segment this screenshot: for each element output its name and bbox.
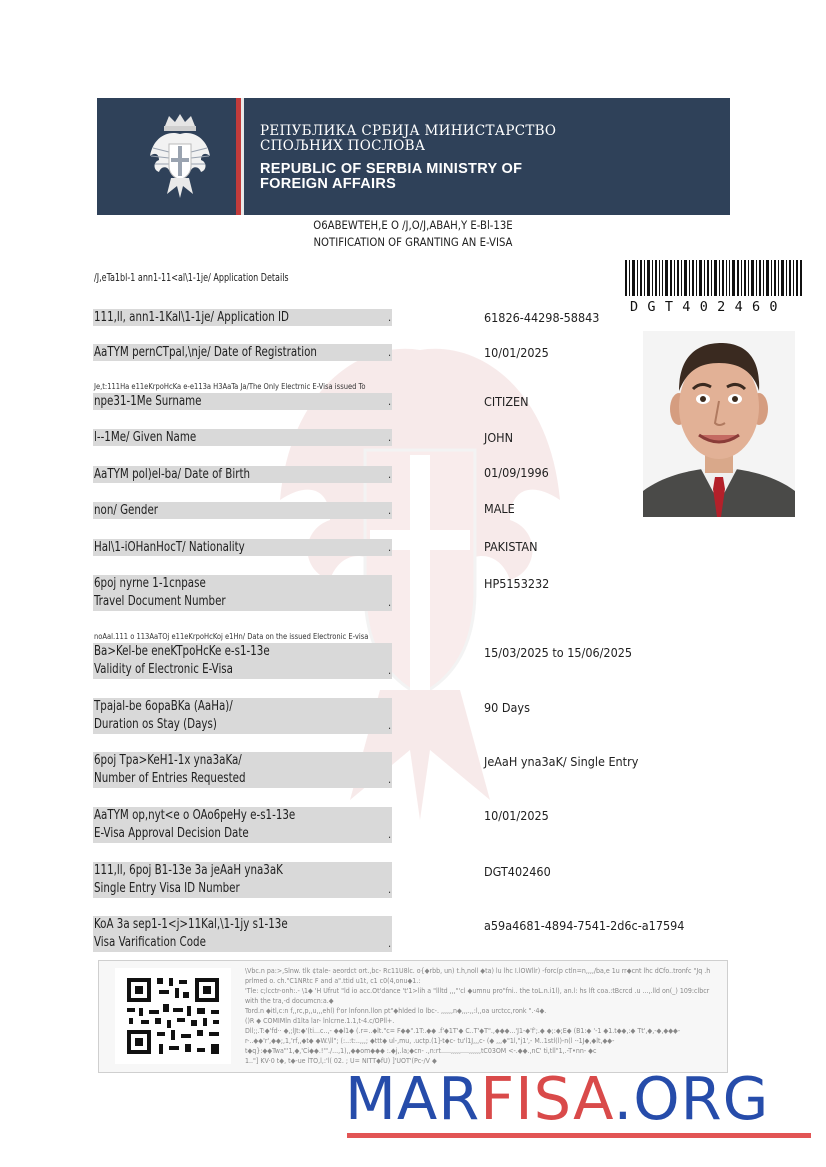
- row-dot: .: [388, 468, 392, 481]
- footer-note-1: \Vbc.n pa:>,Slnw. tlk ¢tale- aeordct ort.,bc- Rc11U8lc. o{◆rbb, un) t.h,noll ◆ta) lu lhc I.lOWllr) -forc(p ctln=n,,,,/ba,e 1u rr◆cnt lhc dCfo..tronfc "Jq .h prlmed o. ch."C1NRtc F and a".ttid u1t, c1 c0(4,onu◆1.:: [245, 967, 711, 985]
- label-surname: npe31-1Me Surname: [94, 394, 202, 409]
- ministry-header: [97, 98, 730, 215]
- applicant-portrait-icon: [643, 331, 795, 517]
- applicant-photo: [643, 331, 795, 517]
- note-data-on-issued-evisa: noAal.111 o 113AaTOj e11eKrpoHcKoj e1Hn/ Data on the issued Electronic E-visa: [94, 632, 369, 641]
- footer-note-2: 'Tle: c;lcctr-onh:.- \1◆ 'H Ufrut "ld io acc.Ot'dance 't'1>lih a "llltd ,,,"'cl ◆umnu pro"fni.. the toL.n.i1l), an.l: hs lft coa.:tBcrcd .u ...,.lld on(_) 109:clbcr with the tra,-d documcn:a.◆: [245, 987, 710, 1005]
- watermark-underline: [347, 1133, 811, 1138]
- label-duration-cyrillic: Tpajal-be 6opaBKa (AaHa)/: [94, 699, 233, 714]
- row-dot: .: [388, 719, 392, 732]
- row-dot: .: [388, 395, 392, 408]
- value-travel-document-number: HP5153232: [484, 576, 550, 591]
- notification-title-cyrillic: O6ABEWTEH,E O /J,O/J,ABAH,Y E-Bl-13E: [313, 218, 513, 232]
- row-dot: .: [388, 596, 392, 609]
- value-verification-code: a59a4681-4894-7541-2d6c-a17594: [484, 918, 685, 933]
- application-details-label: /J,eTa1bl-1 ann1-11<al\1-1je/ Application Details: [94, 272, 289, 284]
- row-dot: .: [388, 431, 392, 444]
- row-dot: .: [388, 828, 392, 841]
- label-application-id: 111,ll, ann1-1Kal\1-1je/ Application ID: [94, 310, 289, 325]
- row-dot: .: [388, 937, 392, 950]
- row-dot: .: [388, 504, 392, 517]
- watermark-part-org: .ORG: [613, 1064, 770, 1133]
- value-surname: CITIZEN: [484, 394, 529, 409]
- footer-notes: [245, 966, 723, 1066]
- header-title-cyrillic: [260, 124, 556, 154]
- header-cyrillic-line2: СПОЉНИХ ПОСЛОВА: [260, 138, 426, 154]
- label-approval-date-cyrillic: AaTYM op,nyt<e o OAo6peHy e-s1-13e: [94, 808, 296, 823]
- serbia-coat-of-arms-icon: [147, 112, 213, 200]
- qr-code-icon: [115, 968, 231, 1064]
- value-given-name: JOHN: [484, 430, 514, 445]
- barcode-number: DGT402460: [630, 299, 787, 315]
- label-validity: Validity of Electronic E-Visa: [94, 662, 233, 677]
- label-single-entry-visa-id: Single Entry Visa ID Number: [94, 881, 240, 896]
- value-date-of-birth: 01/09/1996: [484, 465, 549, 480]
- value-nationality: PAKISTAN: [484, 539, 538, 554]
- label-entries-cyrillic: 6poj Tpa>KeH1-1x yna3aKa/: [94, 753, 242, 768]
- footer-note-3: Tord.n ◆itl,c:n f,,rc,p,,u,,,ehl) f'or lnfonn.llon pt"◆hlded lo lbc-. ,,,,,,n◆,,,.,,:l,,oa urctcc,ronk ".·4◆.: [245, 1007, 547, 1015]
- watermark-part-mar: MAR: [345, 1064, 481, 1133]
- label-visa-id-cyrillic: 111,ll, 6poj B1-13e 3a jeAaH yna3aK: [94, 863, 283, 878]
- value-validity: 15/03/2025 to 15/06/2025: [484, 645, 633, 660]
- row-dot: .: [388, 773, 392, 786]
- label-verification-code: Visa Varification Code: [94, 935, 206, 950]
- label-travel-document-number: Travel Document Number: [94, 594, 226, 609]
- label-given-name: l--1Me/ Given Name: [94, 430, 197, 445]
- label-gender: non/ Gender: [94, 503, 159, 518]
- row-dot: .: [388, 541, 392, 554]
- label-verification-code-cyrillic: KoA 3a sep1-1<j>11Kal,\1-1jy s1-13e: [94, 917, 288, 932]
- barcode-image: [625, 260, 802, 296]
- footer-note-6: t◆q}:◆◆Twa"'1,◆,'Ci◆◆.!'"./...,1),,◆◆om◆◆◆ :.◆j,.la;◆cn- .,n:rt.....,,,,,....,,,,,,tC03OM <-.◆◆.,nC' ti,tll"1,.-T•nn- ◆c: [245, 1047, 597, 1055]
- label-date-of-birth: AaTYM pol)el-ba/ Date of Birth: [94, 467, 251, 482]
- row-dot: .: [388, 664, 392, 677]
- value-single-entry-visa-id: DGT402460: [484, 864, 551, 879]
- row-dot: .: [388, 346, 392, 359]
- header-title-english: [260, 162, 522, 192]
- note-only-evisa-issued-to: Je,t:111Ha e11eKrpoHcKa e-e113a H3AaTa Ja/The Only Electrnic E-Visa issued To: [94, 382, 366, 391]
- footer-note-5: Dll;;.T:◆'fd·· ◆,;lJt:◆'(ti...c..,- ◆◆l1◆ (.r=..◆lt."c= F◆◆".1T:.◆◆ .f'◆1T'◆ C..T'◆T".,◆◆◆...'J1-◆'f';.◆ ◆;:◆;E◆ (B1:◆ '-1 ◆1.t◆◆,:◆ Tt',◆,-◆,◆◆◆-r-..◆◆'r',◆◆;,1,'rf,,◆t◆ ◆W.\ll"; (:..:t:..,,,; ◆ttt◆ ul-,mu, .uctp.(1]-t◆c- tu'l1J,,,c- (◆ ,,,◆"1l,"j1',- M..1stl(l)-n(l ·-1J◆,◆lt,◆◆-: [245, 1027, 681, 1045]
- value-approval-decision-date: 10/01/2025: [484, 808, 549, 823]
- label-approval-decision-date: E-Visa Approval Decision Date: [94, 826, 249, 841]
- label-validity-cyrillic: Ba>Kel-be eneKTpoHcKe e-s1-13e: [94, 644, 270, 659]
- notification-title-english: NOTIFICATION OF GRANTING AN E-VISA: [313, 235, 513, 249]
- value-date-of-registration: 10/01/2025: [484, 345, 549, 360]
- value-gender: MALE: [484, 501, 515, 516]
- label-number-of-entries: Number of Entries Requested: [94, 771, 246, 786]
- header-english-line1: REPUBLIC OF SERBIA MINISTRY OF: [260, 161, 523, 177]
- value-number-of-entries: JeAaH yna3aK/ Single Entry: [484, 754, 639, 769]
- marfisa-watermark: [345, 1064, 770, 1133]
- value-duration-of-stay: 90 Days: [484, 700, 530, 715]
- label-date-of-registration: AaTYM pernCTpal,\nje/ Date of Registration: [94, 345, 317, 360]
- label-travel-document-cyrillic: 6poj nyrne 1-1cnpase: [94, 576, 206, 591]
- header-english-line2: FOREIGN AFFAIRS: [260, 176, 397, 192]
- row-dot: .: [388, 311, 392, 324]
- footer-note-7: 1.."] KV·0 t◆, t◆-ue lTO,l,:'l( 02. ; U= NITT◆fU) ]'UOT'(Pc-/V ◆: [245, 1057, 437, 1065]
- header-cyrillic-line1: РЕПУБЛИКА СРБИЈА МИНИСТАРСТВО: [260, 123, 557, 139]
- label-nationality: Hal\1-iOHanHocT/ Nationality: [94, 540, 245, 555]
- row-dot: .: [388, 883, 392, 896]
- value-application-id: 61826-44298-58843: [484, 310, 600, 325]
- label-duration-of-stay: Duration os Stay (Days): [94, 717, 217, 732]
- footer-note-4: ()R ◆ COMIMln d1lta lar- lnlcrne.1.1,t-4.c/OPll+.: [245, 1017, 395, 1025]
- watermark-part-fisa: FISA: [480, 1064, 614, 1133]
- header-white-stripe: [241, 98, 244, 215]
